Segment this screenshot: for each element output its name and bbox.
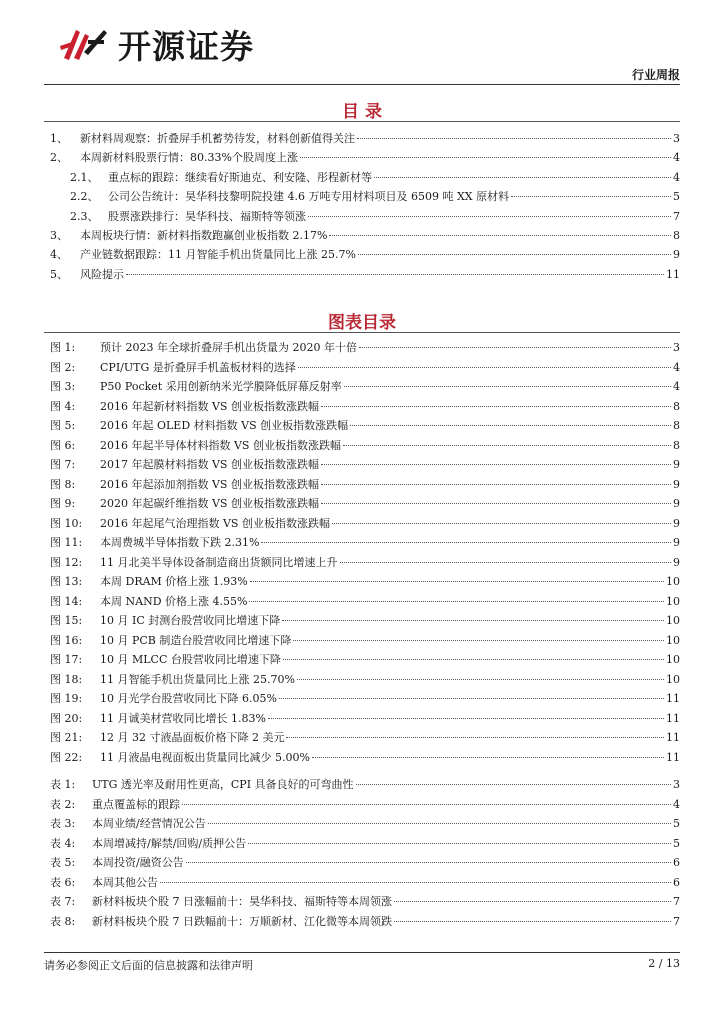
dot-leader xyxy=(321,406,671,407)
figure-entry-number: 图 19: xyxy=(50,692,83,705)
toc-title-divider xyxy=(44,121,680,122)
dot-leader xyxy=(186,862,671,863)
figure-entry[interactable] xyxy=(50,749,680,767)
table-entry[interactable] xyxy=(50,854,680,872)
figure-entry-title: 11 月北美半导体设备制造商出货额同比增速上升 xyxy=(100,555,338,569)
toc-entry-number: 3、 xyxy=(50,229,68,242)
figure-entry-page-number: 9 xyxy=(673,477,680,491)
dot-leader xyxy=(283,659,664,660)
table-entry-title: 本周投资/融资公告 xyxy=(92,856,184,869)
toc-entry-page-number: 11 xyxy=(666,267,680,281)
figure-entry-number: 图 20: xyxy=(50,711,83,725)
toc-entry-title: 股票涨跌排行：昊华科技、福斯特等领涨 xyxy=(108,209,306,223)
figure-entry[interactable] xyxy=(50,456,680,474)
figure-entry[interactable] xyxy=(50,359,680,377)
footer-divider xyxy=(44,952,680,953)
figure-entry[interactable] xyxy=(50,573,680,591)
toc-entry-title: 重点标的跟踪：继续看好斯迪克、利安隆、彤程新材等 xyxy=(108,170,372,184)
dot-leader xyxy=(321,484,671,485)
figure-entry-number: 图 17: xyxy=(50,653,83,666)
figure-entry[interactable] xyxy=(50,378,680,396)
dot-leader xyxy=(329,235,671,236)
figure-entry-page-number: 9 xyxy=(673,555,680,569)
table-entry-page-number: 6 xyxy=(673,875,680,889)
figure-entry-page-number: 11 xyxy=(666,750,680,764)
toc-entry-page-number: 8 xyxy=(673,229,680,242)
figure-entry[interactable] xyxy=(50,515,680,533)
table-entry-title: 本周其他公告 xyxy=(92,875,158,889)
toc-entry-title: 产业链数据跟踪：11 月智能手机出货量同比上涨 25.7% xyxy=(80,248,356,262)
figure-entry[interactable] xyxy=(50,612,680,630)
figure-entry[interactable] xyxy=(50,671,680,689)
figure-entry-number: 图 7: xyxy=(50,458,76,471)
dot-leader xyxy=(286,737,664,738)
figure-entry-title: 本周 DRAM 价格上涨 1.93% xyxy=(100,575,248,588)
dot-leader xyxy=(344,386,671,387)
dot-leader xyxy=(359,347,671,348)
dot-leader xyxy=(279,698,664,699)
figure-entry[interactable] xyxy=(50,593,680,611)
figure-entry-number: 图 11: xyxy=(50,536,83,549)
dot-leader xyxy=(511,196,671,197)
figure-entry-number: 图 10: xyxy=(50,516,83,530)
toc-entry[interactable] xyxy=(50,149,680,167)
page-header xyxy=(0,0,724,90)
report-type: 行业周报 xyxy=(631,68,680,82)
figure-entry[interactable] xyxy=(50,729,680,747)
dot-leader xyxy=(357,138,671,139)
footer-disclaimer: 请务必参阅正文后面的信息披露和法律声明 xyxy=(44,959,253,972)
toc-entry-title: 新材料周观察：折叠屏手机蓄势待发，材料创新值得关注 xyxy=(80,132,355,145)
dot-leader xyxy=(394,901,671,902)
figure-entry[interactable] xyxy=(50,417,680,435)
toc-entry[interactable] xyxy=(50,227,680,245)
dot-leader xyxy=(300,157,671,158)
figure-entry-page-number: 10 xyxy=(666,672,680,686)
figure-entry[interactable] xyxy=(50,398,680,416)
toc-entry-title: 本周板块行情：新材料指数跑赢创业板指数 2.17% xyxy=(80,229,328,242)
table-entry-number: 表 5: xyxy=(50,856,76,869)
toc-entry-page-number: 3 xyxy=(673,132,680,145)
figure-entry-title: 2016 年起尾气治理指数 VS 创业板指数涨跌幅 xyxy=(100,516,330,530)
table-entry[interactable] xyxy=(50,815,680,833)
dot-leader xyxy=(321,503,671,504)
dot-leader xyxy=(268,718,664,719)
table-entry-page-number: 6 xyxy=(673,856,680,869)
table-entry-title: UTG 透光率及耐用性更高，CPI 具备良好的可弯曲性 xyxy=(92,778,354,791)
figure-entry-page-number: 10 xyxy=(666,633,680,647)
figure-entry-page-number: 9 xyxy=(673,458,680,471)
kaiyuan-logo-icon xyxy=(58,22,108,64)
figure-entry[interactable] xyxy=(50,534,680,552)
dot-leader xyxy=(358,254,671,255)
table-entry-page-number: 4 xyxy=(673,797,680,811)
dot-leader xyxy=(248,843,671,844)
figure-entry-title: P50 Pocket 采用创新纳米光学膜降低屏幕反射率 xyxy=(100,380,342,393)
toc-entry-number: 1、 xyxy=(50,132,68,145)
toc-entry-page-number: 5 xyxy=(673,190,680,204)
figure-entry-title: 10 月 MLCC 台股营收同比增速下降 xyxy=(100,653,281,666)
dot-leader xyxy=(394,921,671,922)
figure-entry-page-number: 9 xyxy=(673,536,680,549)
figure-entry-title: 10 月 PCB 制造台股营收同比增速下降 xyxy=(100,633,292,647)
table-entry-number: 表 3: xyxy=(50,817,76,830)
dot-leader xyxy=(126,274,664,275)
figure-entry-number: 图 13: xyxy=(50,575,83,588)
table-entry-number: 表 6: xyxy=(50,875,76,889)
toc-entry-title: 本周新材料股票行情：80.33%个股周度上涨 xyxy=(80,151,298,165)
figure-entry-title: 预计 2023 年全球折叠屏手机出货量为 2020 年十倍 xyxy=(100,341,357,354)
table-entry-number: 表 1: xyxy=(50,778,76,791)
figure-entry-number: 图 9: xyxy=(50,497,76,510)
figure-entry[interactable] xyxy=(50,690,680,708)
figure-entry[interactable] xyxy=(50,710,680,728)
figure-entry-page-number: 4 xyxy=(673,360,680,374)
dot-leader xyxy=(249,601,664,602)
toc-entry[interactable] xyxy=(50,130,680,148)
figures-title: 图表目录 xyxy=(328,313,396,333)
figure-entry-page-number: 10 xyxy=(666,594,680,608)
toc-entry-number: 2.3、 xyxy=(70,209,99,223)
figure-entry-page-number: 8 xyxy=(673,399,680,413)
figure-entry-page-number: 8 xyxy=(673,438,680,452)
table-entry-page-number: 5 xyxy=(673,817,680,830)
toc-entry[interactable] xyxy=(70,208,680,226)
figure-entry-number: 图 21: xyxy=(50,731,83,744)
dot-leader xyxy=(374,177,671,178)
table-entry-title: 本周业绩/经营情况公告 xyxy=(92,817,206,830)
table-entry-page-number: 7 xyxy=(673,914,680,928)
toc-entry[interactable] xyxy=(50,246,680,264)
figure-entry[interactable] xyxy=(50,495,680,513)
table-entry-title: 重点覆盖标的跟踪 xyxy=(92,797,180,811)
toc-entry[interactable] xyxy=(50,266,680,284)
toc-entry-number: 5、 xyxy=(50,267,68,281)
table-entry[interactable] xyxy=(50,835,680,853)
toc-entry-number: 2.2、 xyxy=(70,190,99,204)
dot-leader xyxy=(261,542,671,543)
dot-leader xyxy=(208,823,671,824)
figure-entry-number: 图 4: xyxy=(50,399,76,413)
toc-entry-page-number: 9 xyxy=(673,248,680,262)
dot-leader xyxy=(312,757,664,758)
figure-entry-title: 12 月 32 寸液晶面板价格下降 2 美元 xyxy=(100,731,285,744)
figure-entry[interactable] xyxy=(50,554,680,572)
toc-entry-number: 2.1、 xyxy=(70,170,99,184)
figure-entry-number: 图 22: xyxy=(50,750,83,764)
toc-entry-page-number: 4 xyxy=(673,170,680,184)
table-entry-number: 表 7: xyxy=(50,895,76,908)
brand-name: 开源证券 xyxy=(118,27,254,66)
toc-entry-number: 4、 xyxy=(50,248,68,262)
dot-leader xyxy=(343,445,671,446)
dot-leader xyxy=(340,562,672,563)
figure-entry-number: 图 15: xyxy=(50,614,83,627)
figure-entry-title: 11 月智能手机出货量同比上涨 25.70% xyxy=(100,672,295,686)
figure-entry-title: 2016 年起新材料指数 VS 创业板指数涨跌幅 xyxy=(100,399,319,413)
table-entry-page-number: 3 xyxy=(673,778,680,791)
table-entry[interactable] xyxy=(50,776,680,794)
table-entry-title: 新材料板块个股 7 日涨幅前十：昊华科技、福斯特等本周领涨 xyxy=(92,895,392,908)
figure-entry-title: 2020 年起碳纤维指数 VS 创业板指数涨跌幅 xyxy=(100,497,319,510)
toc-entry-title: 公司公告统计：昊华科技黎明院投建 4.6 万吨专用材料项目及 6509 吨 XX 原材料 xyxy=(108,190,510,204)
dot-leader xyxy=(182,804,671,805)
figure-entry-number: 图 16: xyxy=(50,633,83,647)
figure-entry-page-number: 10 xyxy=(666,614,680,627)
figure-entry[interactable] xyxy=(50,437,680,455)
toc-entry-page-number: 4 xyxy=(673,151,680,165)
figure-entry-page-number: 11 xyxy=(666,711,680,725)
header-divider xyxy=(44,84,680,85)
figure-entry-title: 10 月 IC 封测台股营收同比增速下降 xyxy=(100,614,281,627)
figure-entry-number: 图 18: xyxy=(50,672,83,686)
figure-entry[interactable] xyxy=(50,339,680,357)
dot-leader xyxy=(298,367,671,368)
figure-entry-page-number: 9 xyxy=(673,516,680,530)
dot-leader xyxy=(250,581,664,582)
page-indicator: 2 / 13 xyxy=(648,957,680,970)
figure-entry-page-number: 10 xyxy=(666,653,680,666)
table-entry[interactable] xyxy=(50,913,680,931)
figure-entry-page-number: 11 xyxy=(666,731,680,744)
table-entry-number: 表 2: xyxy=(50,797,76,811)
dot-leader xyxy=(356,784,671,785)
figure-entry-number: 图 3: xyxy=(50,380,76,393)
figure-entry-number: 图 8: xyxy=(50,477,76,491)
table-entry-title: 新材料板块个股 7 日跌幅前十：万顺新材、江化微等本周领跌 xyxy=(92,914,392,928)
figure-entry-title: 11 月诚美材营收同比增长 1.83% xyxy=(100,711,266,725)
dot-leader xyxy=(293,640,664,641)
figure-entry-page-number: 9 xyxy=(673,497,680,510)
toc-entry-number: 2、 xyxy=(50,151,68,165)
toc-entry-page-number: 7 xyxy=(673,209,680,223)
figure-entry[interactable] xyxy=(50,476,680,494)
figure-entry-number: 图 1: xyxy=(50,341,76,354)
toc-title: 目 录 xyxy=(342,102,382,122)
figure-entry-title: 2016 年起半导体材料指数 VS 创业板指数涨跌幅 xyxy=(100,438,341,452)
table-entry-page-number: 5 xyxy=(673,836,680,850)
figure-entry-title: 11 月液晶电视面板出货量同比减少 5.00% xyxy=(100,750,310,764)
figure-entry-page-number: 11 xyxy=(666,692,680,705)
dot-leader xyxy=(297,679,664,680)
figure-entry-title: 本周 NAND 价格上涨 4.55% xyxy=(100,594,248,608)
table-entry-number: 表 4: xyxy=(50,836,76,850)
toc-entry[interactable] xyxy=(70,169,680,187)
dot-leader xyxy=(350,425,671,426)
figure-entry-page-number: 10 xyxy=(666,575,680,588)
figure-entry-number: 图 12: xyxy=(50,555,83,569)
dot-leader xyxy=(308,216,671,217)
table-entry-title: 本周增减持/解禁/回购/质押公告 xyxy=(92,836,247,850)
figure-entry-title: CPI/UTG 是折叠屏手机盖板材料的选择 xyxy=(100,360,296,374)
figure-entry-number: 图 2: xyxy=(50,360,76,374)
figure-entry-title: 10 月光学台股营收同比下降 6.05% xyxy=(100,692,277,705)
figure-entry-title: 2016 年起 OLED 材料指数 VS 创业板指数涨跌幅 xyxy=(100,419,349,432)
figure-entry-number: 图 5: xyxy=(50,419,76,432)
dot-leader xyxy=(332,523,671,524)
figure-entry[interactable] xyxy=(50,632,680,650)
table-entry[interactable] xyxy=(50,796,680,814)
toc-entry-title: 风险提示 xyxy=(80,267,124,281)
table-entry-number: 表 8: xyxy=(50,914,76,928)
figures-title-divider xyxy=(44,332,680,333)
table-entry[interactable] xyxy=(50,893,680,911)
figure-entry-page-number: 3 xyxy=(673,341,680,354)
figure-entry-title: 2017 年起膜材料指数 VS 创业板指数涨跌幅 xyxy=(100,458,319,471)
figure-entry-title: 2016 年起添加剂指数 VS 创业板指数涨跌幅 xyxy=(100,477,319,491)
figure-entry-number: 图 6: xyxy=(50,438,76,452)
dot-leader xyxy=(160,882,671,883)
toc-entry[interactable] xyxy=(70,188,680,206)
dot-leader xyxy=(282,620,664,621)
table-entry-page-number: 7 xyxy=(673,895,680,908)
figure-entry-page-number: 8 xyxy=(673,419,680,432)
figure-entry-page-number: 4 xyxy=(673,380,680,393)
dot-leader xyxy=(321,464,671,465)
table-entry[interactable] xyxy=(50,874,680,892)
figure-entry-number: 图 14: xyxy=(50,594,83,608)
figure-entry-title: 本周费城半导体指数下跌 2.31% xyxy=(100,536,260,549)
figure-entry[interactable] xyxy=(50,651,680,669)
